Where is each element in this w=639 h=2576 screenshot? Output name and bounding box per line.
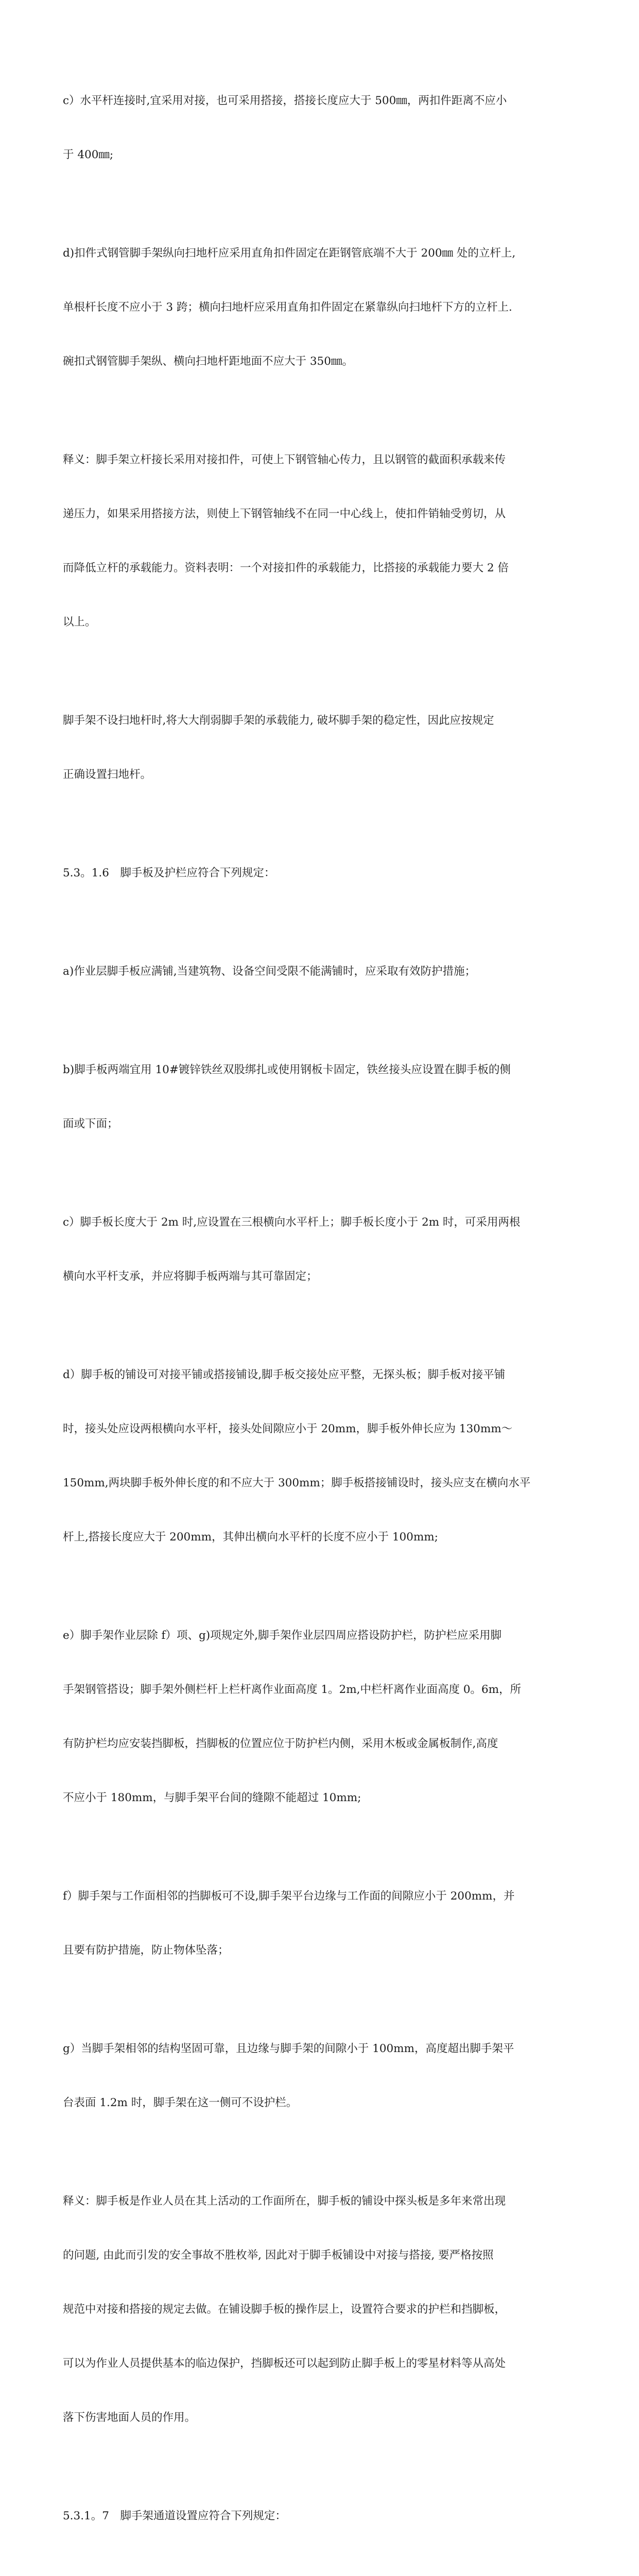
text-line: 手架钢管搭设；脚手架外侧栏杆上栏杆离作业面高度 1。2m,中栏杆离作业面高度 0。6m，所 (63, 1683, 521, 1696)
text-line: a)作业层脚手板应满铺,当建筑物、设备空间受限不能满铺时，应采取有效防护措施； (63, 965, 476, 978)
text-line: d)扣件式钢管脚手架纵向扫地杆应采用直角扣件固定在距钢管底端不大于 200㎜ 处的立杆上, (63, 247, 516, 260)
text-line: b)脚手板两端宜用 10#镀锌铁丝双股绑扎或使用钢板卡固定，铁丝接头应设置在脚手板的侧 (63, 1063, 511, 1076)
text-line: 正确设置扫地杆。 (63, 768, 152, 781)
document-body (63, 56, 578, 2576)
text-line: 于 400㎜; (63, 148, 114, 161)
text-line: e）脚手架作业层除 f）项、g)项规定外,脚手架作业层四周应搭设防护栏，防护栏应采用脚 (63, 1629, 502, 1642)
section-heading-5-3-1-6 (63, 828, 578, 918)
paragraph-sweep-bar-note (63, 675, 578, 820)
paragraph-explanation-2 (63, 2156, 578, 2463)
text-line: 5.3.1。7 脚手架通道设置应符合下列规定： (63, 2510, 286, 2522)
paragraph-b-binding (63, 1025, 578, 1169)
text-line: 递压力，如果采用搭接方法，则使上下钢管轴线不在同一中心线上，使扣件销轴受剪切，从 (63, 507, 506, 520)
text-line: 落下伤害地面人员的作用。 (63, 2411, 196, 2424)
paragraph-explanation-1 (63, 415, 578, 667)
text-line: 释义：脚手板是作业人员在其上活动的工作面所在，脚手板的铺设中探头板是多年来常出现 (63, 2195, 506, 2208)
text-line: 碗扣式钢管脚手架纵、横向扫地杆距地面不应大于 350㎜。 (63, 355, 353, 368)
paragraph-e-guardrail (63, 1590, 578, 1843)
paragraph-c-horizontal-bar (63, 56, 578, 200)
text-line: 可以为作业人员提供基本的临边保护，挡脚板还可以起到防止脚手板上的零星材料等从高处 (63, 2357, 506, 2370)
text-line: 不应小于 180mm，与脚手架平台间的缝隙不能超过 10mm; (63, 1791, 361, 1804)
section-heading-5-3-1-7 (63, 2471, 578, 2561)
text-line: g）当脚手架相邻的结构坚固可靠，且边缘与脚手架的间隙小于 100mm，高度超出脚手架平 (63, 2042, 514, 2055)
text-line: c）水平杆连接时,宜采用对接，也可采用搭接，搭接长度应大于 500㎜，两扣件距离不应小 (63, 94, 507, 107)
paragraph-d-sweep-bar (63, 208, 578, 406)
text-line: 150mm,两块脚手板外伸长度的和不应大于 300mm；脚手板搭接铺设时，接头应支在横向水平 (63, 1477, 531, 1489)
text-line: 脚手架不设扫地杆时,将大大削弱脚手架的承载能力, 破坏脚手架的稳定性，因此应按规定 (63, 714, 494, 727)
text-line: 有防护栏均应安装挡脚板，挡脚板的位置应位于防护栏内侧，采用木板或金属板制作,高度 (63, 1737, 498, 1750)
paragraph-g-adjacent-structure (63, 2004, 578, 2148)
paragraph-f-toe-board (63, 1851, 578, 1995)
paragraph-c-board-length (63, 1177, 578, 1321)
text-line: 而降低立杆的承载能力。资料表明：一个对接扣件的承载能力，比搭接的承载能力要大 2 倍 (63, 562, 509, 574)
text-line: 以上。 (63, 616, 96, 629)
text-line: 台表面 1.2m 时，脚手架在这一侧可不设护栏。 (63, 2096, 298, 2109)
text-line: 5.3。1.6 脚手板及护栏应符合下列规定： (63, 867, 275, 879)
text-line: 规范中对接和搭接的规定去做。在铺设脚手板的操作层上，设置符合要求的护栏和挡脚板， (63, 2303, 506, 2316)
text-line: 释义：脚手架立杆接长采用对接扣件，可使上下钢管轴心传力，且以钢管的截面积承载来传 (63, 453, 506, 466)
text-line: 时，接头处应设两根横向水平杆，接头处间隙应小于 20mm，脚手板外伸长应为 130mm～ (63, 1422, 513, 1435)
text-line: 横向水平杆支承，并应将脚手板两端与其可靠固定； (63, 1270, 318, 1283)
text-line: d）脚手板的铺设可对接平铺或搭接铺设,脚手板交接处应平整，无探头板；脚手板对接平铺 (63, 1368, 506, 1381)
paragraph-a-ramp (63, 2569, 578, 2576)
paragraph-a-full-deck (63, 926, 578, 1016)
text-line: 面或下面； (63, 1117, 118, 1130)
text-line: 且要有防护措施，防止物体坠落； (63, 1944, 229, 1957)
text-line: f）脚手架与工作面相邻的挡脚板可不设,脚手架平台边缘与工作面的间隙应小于 200mm，并 (63, 1890, 515, 1903)
text-line: 单根杆长度不应小于 3 跨；横向扫地杆应采用直角扣件固定在紧靠纵向扫地杆下方的立杆上. (63, 301, 512, 314)
text-line: 的问题, 由此而引发的安全事故不胜枚举, 因此对于脚手板铺设中对接与搭接, 要严格按照 (63, 2249, 494, 2262)
text-line: c）脚手板长度大于 2m 时,应设置在三根横向水平杆上；脚手板长度小于 2m 时，可采用两根 (63, 1216, 521, 1229)
paragraph-d-board-laying (63, 1330, 578, 1582)
text-line: 杆上,搭接长度应大于 200mm，其伸出横向水平杆的长度不应小于 100mm; (63, 1531, 438, 1544)
